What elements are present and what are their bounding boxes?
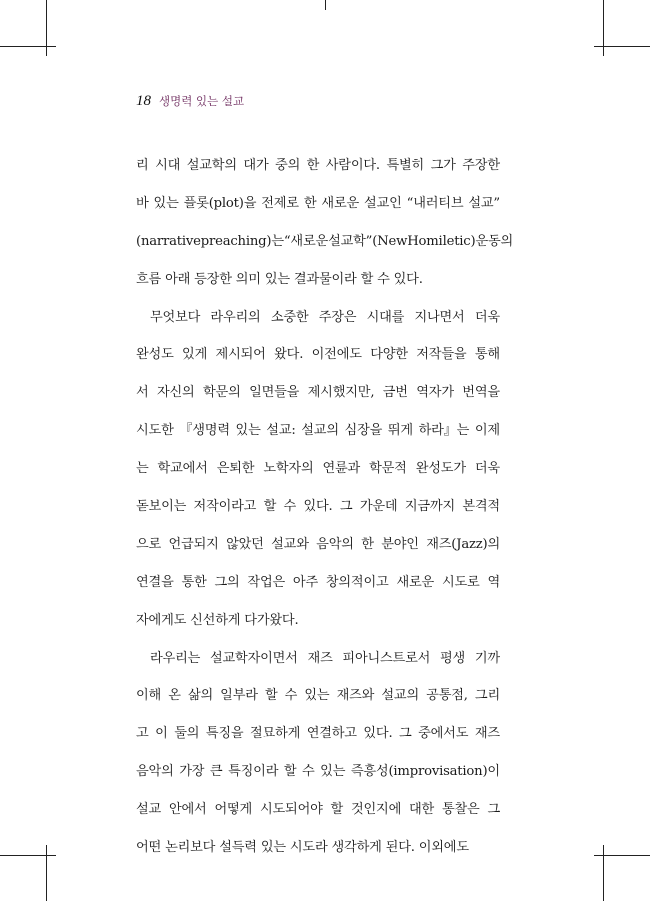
paragraph bbox=[136, 640, 500, 867]
text-line: 는 학교에서 은퇴한 노학자의 연륜과 학문적 완성도가 더욱 bbox=[136, 461, 500, 477]
crop-mark-bottom-right-v bbox=[603, 845, 604, 901]
paragraph bbox=[136, 147, 514, 299]
text-line: 음악의 가장 큰 특징이라 할 수 있는 즉흥성(improvisation)이 bbox=[136, 764, 500, 780]
crop-mark-top-left-h bbox=[0, 46, 56, 47]
text-line: 설교 안에서 어떻게 시도되어야 할 것인지에 대한 통찰은 그 bbox=[136, 802, 500, 818]
crop-mark-top-center-v bbox=[325, 0, 326, 10]
text-line: 이해 온 삶의 일부라 할 수 있는 재즈와 설교의 공통점, 그리 bbox=[136, 688, 500, 704]
running-head bbox=[136, 93, 244, 110]
text-line: 연결을 통한 그의 작업은 아주 창의적이고 새로운 시도로 역 bbox=[136, 574, 500, 590]
book-title: 생명력 있는 설교 bbox=[159, 94, 245, 108]
text-line: 돋보이는 저작이라고 할 수 있다. 그 가운데 지금까지 본격적 bbox=[136, 499, 500, 515]
text-line: 으로 언급되지 않았던 설교와 음악의 한 분야인 재즈(Jazz)의 bbox=[136, 536, 500, 552]
crop-mark-bottom-left-h bbox=[0, 855, 56, 856]
crop-mark-bottom-left-v bbox=[46, 845, 47, 901]
text-line: 무엇보다 라우리의 소중한 주장은 시대를 지나면서 더욱 bbox=[150, 309, 500, 325]
crop-mark-top-right-v bbox=[603, 0, 604, 56]
paragraph bbox=[136, 299, 500, 640]
page-number: 18 bbox=[136, 93, 151, 109]
text-line: 흐름 아래 등장한 의미 있는 결과물이라 할 수 있다. bbox=[136, 271, 423, 287]
text-line: 서 자신의 학문의 일면들을 제시했지만, 금번 역자가 번역을 bbox=[136, 385, 500, 401]
text-line: 라우리는 설교학자이면서 재즈 피아니스트로서 평생 기까 bbox=[150, 650, 500, 666]
text-line: 시도한 『생명력 있는 설교: 설교의 심장을 뛰게 하라』는 이제 bbox=[136, 423, 500, 439]
text-line: 고 이 둘의 특징을 절묘하게 연결하고 있다. 그 중에서도 재즈 bbox=[136, 726, 500, 742]
text-line: 어떤 논리보다 설득력 있는 시도라 생각하게 된다. 이외에도 bbox=[136, 840, 469, 856]
text-line: 자에게도 신선하게 다가왔다. bbox=[136, 612, 299, 628]
body-text bbox=[136, 147, 514, 867]
crop-mark-top-left-v bbox=[46, 0, 47, 56]
text-line: (narrative preaching)는 “새로운 설교학”(New Homiletic) 운동의 bbox=[136, 233, 514, 249]
text-line: 리 시대 설교학의 대가 중의 한 사람이다. 특별히 그가 주장한 bbox=[136, 158, 500, 173]
text-line: 완성도 있게 제시되어 왔다. 이전에도 다양한 저작들을 통해 bbox=[136, 347, 500, 363]
text-line: 바 있는 플롯(plot)을 전제로 한 새로운 설교인 “내러티브 설교” bbox=[136, 195, 500, 211]
